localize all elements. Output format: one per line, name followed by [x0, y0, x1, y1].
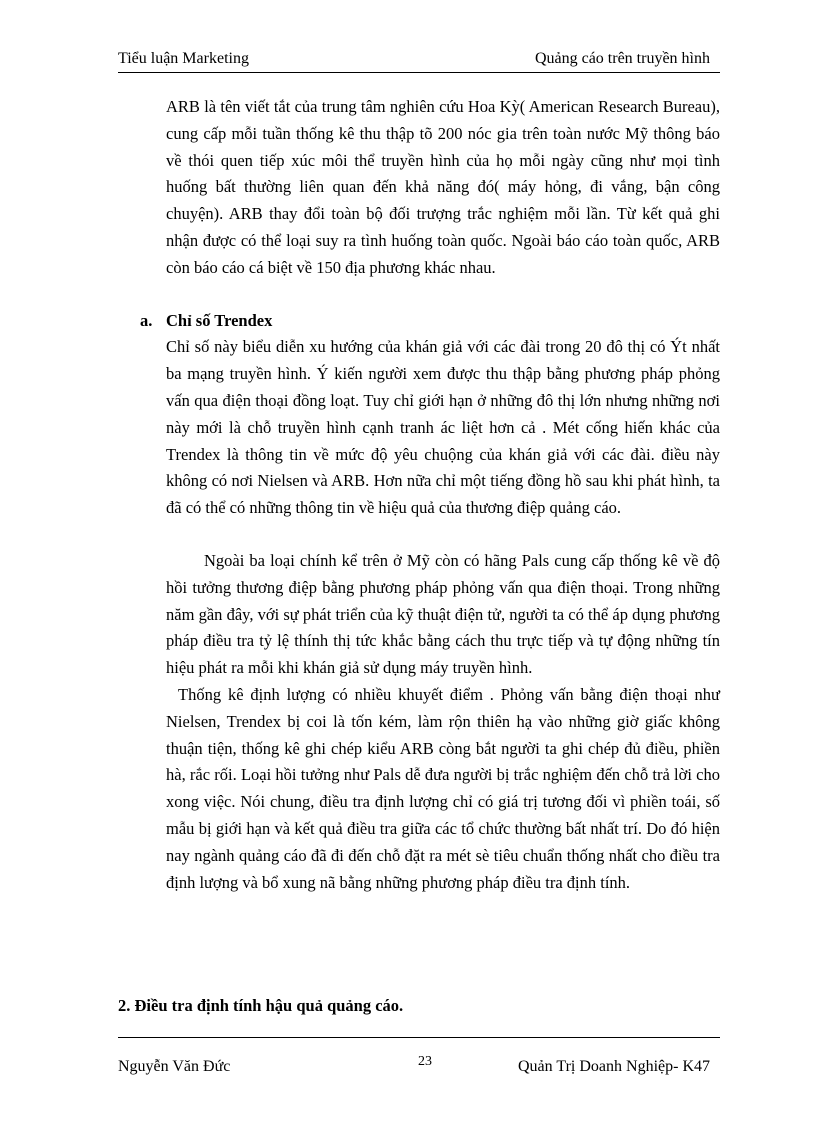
page-header — [118, 48, 720, 73]
footer-department: Quản Trị Doanh Nghiệp- K47 — [518, 1058, 710, 1075]
spacer — [166, 282, 720, 308]
paragraph-quantitative-drawbacks: Thống kê định lượng có nhiều khuyết điểm . Phỏng vấn bằng điện thoại như Nielsen, Trendex bị coi là tốn kém, làm rộn thiên hạ vào những giờ giấc không thuận tiện, thống kê ghi chép kiểu ARB còng bắt người ta ghi chép đủ điều, phiền hà, rắc rối. Loại hồi tưởng như Pals dễ đưa người bị trắc nghiệm đến chỗ trả lời cho xong việc. Nói chung, điều tra định lượng chỉ có giá trị tương đối vì phiền toái, số mẫu bị giới hạn và kết quả điều tra giữa các tổ chức thường bất nhất trí. Do đó hiện nay ngành quảng cáo đã đi đến chỗ đặt ra mét sè tiêu chuẩn thống nhất cho điều tra định lượng và bổ xung nã bằng những phương pháp điều tra định tính. — [166, 684, 720, 892]
paragraph-arb: ARB là tên viết tắt của trung tâm nghiên cứu Hoa Kỳ( American Research Bureau), cung cấp mỗi tuần thống kê thu thập tõ 200 nóc gia trên toàn nước Mỹ thông báo về thói quen tiếp xúc môi thể truyền hình của họ mỗi ngày cũng như mọi tình huống bất thường liên quan đến khả năng đó( máy hỏng, đi vắng, bận công chuyện). ARB thay đổi toàn bộ đối trượng trắc nghiệm mỗi lần. Từ kết quả ghi nhận được có thể loại suy ra tình huống toàn quốc. Ngoài báo cáo toàn quốc, ARB còn báo cáo cá biệt về 150 địa phương khác nhau. — [166, 97, 720, 277]
page-footer — [118, 1037, 720, 1075]
section-a-marker: a. — [140, 310, 153, 330]
paragraph-pals: Ngoài ba loại chính kể trên ở Mỹ còn có hãng Pals cung cấp thống kê về độ hồi tưởng thương điệp bằng phương pháp phỏng vấn qua điện thoại. Trong những năm gần đây, với sự phát triển của kỹ thuật điện tử, người ta có thể áp dụng phương pháp điều tra tỷ lệ thính thị tức khắc bằng cách thu trực tiếp và tự động những tín hiệu phát ra mỗi khi khán giả sử dụng máy truyền hình. — [166, 550, 720, 678]
header-title-left: Tiểu luận Marketing — [118, 50, 249, 67]
section-a-title: Chỉ số Trendex — [166, 310, 273, 330]
spacer — [166, 522, 720, 548]
section-2-heading: 2. Điều tra định tính hậu quả quảng cáo. — [118, 996, 404, 1015]
header-title-right: Quảng cáo trên truyền hình — [534, 50, 710, 67]
footer-author: Nguyễn Văn Đức — [118, 1058, 231, 1075]
section-a-heading — [140, 308, 720, 335]
paragraph-trendex: Chỉ số này biểu diễn xu hướng của khán giả với các đài trong 20 đô thị có Ýt nhất ba mạng truyền hình. Ý kiến người xem được thu thập bằng phương pháp phỏng vấn qua điện thoại đồng loạt. Tuy chỉ giới hạn ở những đô thị lớn nhưng những nơi này mới là chỗ truyền hình cạnh tranh ác liệt hơn cả . Mét cống hiến khác của Trendex là thông tin về mức độ yêu chuộng của khán giả với các đài. điều này không có nơi Nielsen và ARB. Hơn nữa chỉ một tiếng đồng hồ sau khi phát hình, ta đã có thể có những thông tin về hiệu quả của thương điệp quảng cáo. — [166, 337, 720, 518]
document-body — [140, 94, 720, 896]
page-number: 23 — [418, 1054, 432, 1069]
